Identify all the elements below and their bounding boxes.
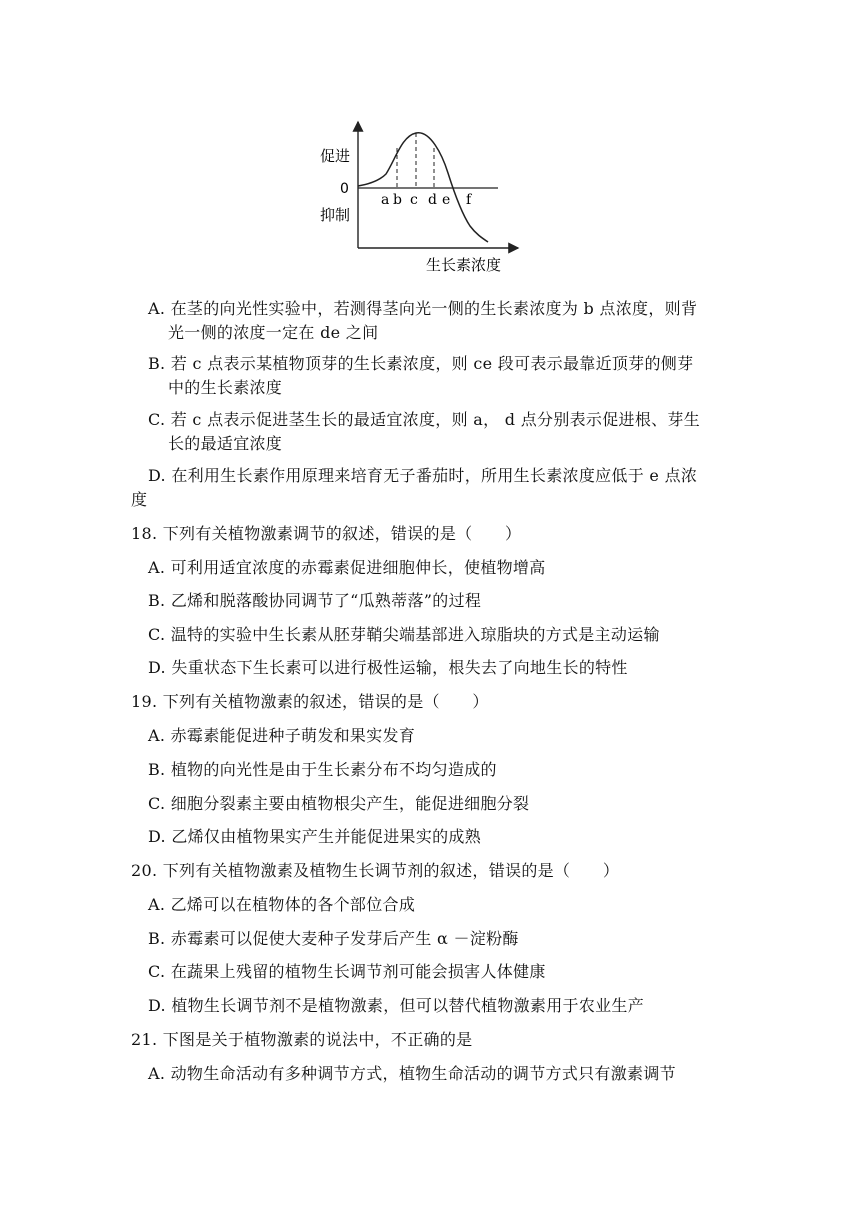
q18-option-a: A. 可利用适宜浓度的赤霉素促进细胞伸长，使植物增高 [148, 558, 546, 577]
label-inhibit: 抑制 [320, 206, 351, 224]
label-promote: 促进 [320, 147, 351, 165]
q17-option-d-line2: 度 [131, 490, 148, 509]
point-c: c [410, 192, 418, 208]
q18-option-b: B. 乙烯和脱落酸协同调节了“瓜熟蒂落”的过程 [148, 591, 482, 610]
q20-option-c: C. 在蔬果上残留的植物生长调节剂可能会损害人体健康 [148, 962, 546, 981]
auxin-response-curve [358, 133, 488, 242]
q21-stem: 21. 下图是关于植物激素的说法中，不正确的是 [131, 1030, 473, 1049]
q17-option-b-line2: 中的生长素浓度 [168, 378, 283, 397]
q20-option-d: D. 植物生长调节剂不是植物激素，但可以替代植物激素用于农业生产 [148, 996, 645, 1015]
q17-option-c-line2: 长的最适宜浓度 [168, 434, 283, 453]
label-x-axis: 生长素浓度 [426, 256, 502, 274]
q18-option-c: C. 温特的实验中生长素从胚芽鞘尖端基部进入琼脂块的方式是主动运输 [148, 625, 660, 644]
q19-option-d: D. 乙烯仅由植物果实产生并能促进果实的成熟 [148, 827, 482, 846]
q17-option-b-line1: B. 若 c 点表示某植物顶芽的生长素浓度，则 ce 段可表示最靠近顶芽的侧芽 [148, 354, 694, 373]
q18-stem: 18. 下列有关植物激素调节的叙述，错误的是（ ） [131, 524, 522, 543]
auxin-curve-figure [318, 118, 528, 278]
q20-option-a: A. 乙烯可以在植物体的各个部位合成 [148, 895, 416, 914]
q19-option-a: A. 赤霉素能促进种子萌发和果实发育 [148, 726, 416, 745]
label-zero: 0 [340, 181, 349, 197]
q17-option-a-line1: A. 在茎的向光性实验中，若测得茎向光一侧的生长素浓度为 b 点浓度，则背 [148, 299, 698, 318]
q21-option-a: A. 动物生命活动有多种调节方式，植物生命活动的调节方式只有激素调节 [148, 1064, 676, 1083]
point-b: b [393, 192, 402, 208]
point-d: d [428, 192, 437, 208]
q19-option-c: C. 细胞分裂素主要由植物根尖产生，能促进细胞分裂 [148, 794, 530, 813]
point-e: e [442, 192, 451, 208]
q19-option-b: B. 植物的向光性是由于生长素分布不均匀造成的 [148, 760, 497, 779]
q17-option-d-line1: D. 在利用生长素作用原理来培育无子番茄时，所用生长素浓度应低于 e 点浓 [148, 466, 698, 485]
q17-option-c-line1: C. 若 c 点表示促进茎生长的最适宜浓度，则 a， d 点分别表示促进根、芽生 [148, 410, 701, 429]
q19-stem: 19. 下列有关植物激素的叙述，错误的是（ ） [131, 692, 489, 711]
q18-option-d: D. 失重状态下生长素可以进行极性运输，根失去了向地生长的特性 [148, 658, 628, 677]
point-f: f [466, 192, 472, 208]
point-a: a [381, 192, 390, 208]
q20-option-b: B. 赤霉素可以促使大麦种子发芽后产生 α －淀粉酶 [148, 929, 519, 948]
q17-option-a-line2: 光一侧的浓度一定在 de 之间 [168, 323, 379, 342]
q20-stem: 20. 下列有关植物激素及植物生长调节剂的叙述，错误的是（ ） [131, 861, 620, 880]
